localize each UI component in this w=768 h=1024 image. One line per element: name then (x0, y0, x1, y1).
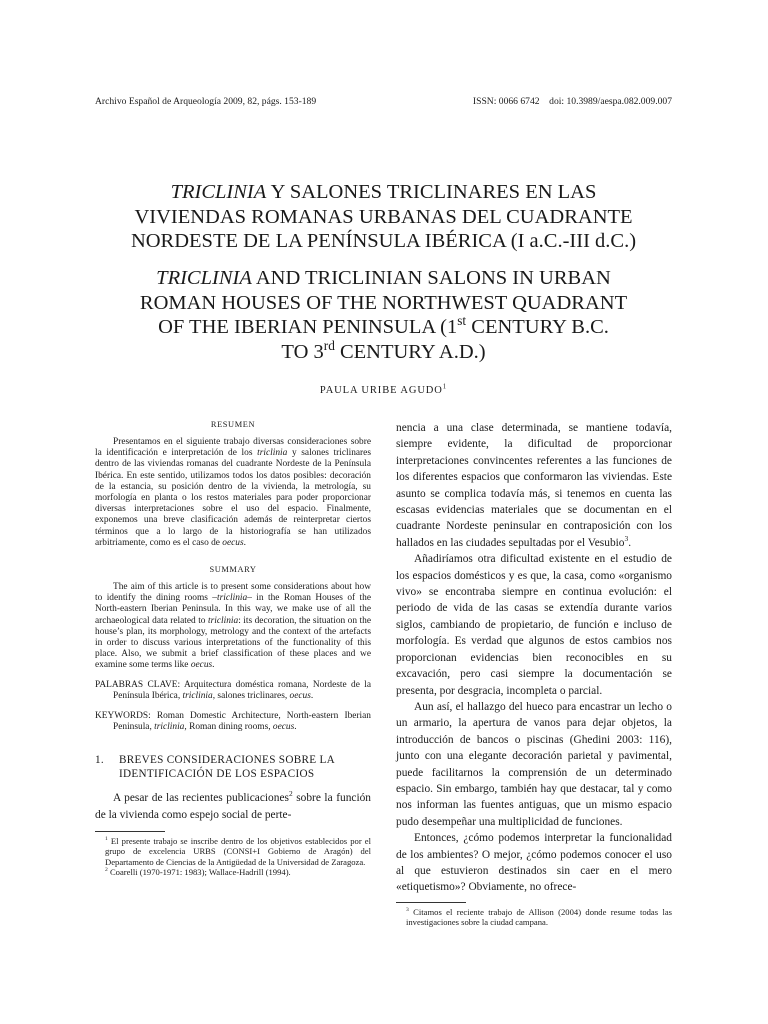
running-header (95, 96, 672, 107)
title-es-italic: TRICLINIA (170, 181, 267, 203)
paragraph-4: Entonces, ¿cómo podemos interpretar la funcionalidad de los ambientes? O mejor, ¿cómo podemos conocer el uso al que estuvieron destinados sin caer en el mero «etiquetismo»? Obviamente, no ofrece- (396, 832, 672, 894)
resumen-heading: RESUMEN (210, 420, 256, 429)
section-1-paragraph: A pesar de las recientes publicaciones$^2$ sobre la función de la vivienda como espejo social de perte- (95, 789, 372, 821)
footnote-2: $^2$ Coarelli (1970-1971: 1983); Wallace-Hadrill (1994). (105, 866, 291, 877)
summary-text: The aim of this article is to present some considerations about how to identify the dining rooms –triclinia– in the Roman Houses of the North-eastern Iberian Peninsula. In this way, we make use of all the archaeological data related to triclinia: its decoration, the situation on the house’s plan, its morphology, metrology and the context of the artefacts in order to discuss various interpretations of the functionality of this place. Also, we submit a brief classification of these places and we examine some terms like oecus. (95, 582, 371, 671)
footnote-1: $^1$ El presente trabajo se inscribe dentro de los objetivos establecidos por el grupo de excelencia URBS (CONSI+I Gobierno de Aragón) del Departamento de Ciencias de la Antigüedad de la Universidad de Zaragoza. (105, 836, 371, 867)
footnote-rule-right (396, 902, 466, 903)
paragraph-3: Aun así, el hallazgo del hueco para encastrar un lecho o un armario, la apertura de vanos para dejar objetos, la introducción de bancos o piscinas (Ghedini 2003: 116), junto con una elegante decoración parietal y pavimental, puede facilitarnos la comprensión de un determinado espacio. Sin embargo, también hay que destacar, tal y como nos informan las fuentes antiguas, que un mismo espacio pudo desempeñar una multiplicidad de funciones. (396, 700, 672, 828)
title-spanish: TRICLINIA Y SALONES TRICLINARES EN LAS VIVIENDAS ROMANAS URBANAS DEL CUADRANTE NORDESTE DE LA PENÍNSULA IBÉRICA (I a.C.-III d.C.) (130, 181, 637, 252)
journal-citation: Archivo Español de Arqueología 2009, 82, págs. 153-189 (95, 96, 317, 107)
section-1-heading: 1. BREVES CONSIDERACIONES SOBRE LA IDENTIFICACIÓN DE LOS ESPACIOS (95, 754, 335, 781)
summary-heading: SUMMARY (209, 565, 257, 575)
resumen-text: Presentamos en el siguiente trabajo diversas consideraciones sobre la identificación e interpretación de los triclinia y salones triclinares dentro de las viviendas romanas del cuadrante Nordeste de la Península Ibérica. En este sentido, utilizamos todos los datos posibles: decoración de la estancia, su posición dentro de la vivienda, la metrología, su morfología en planta o los restos materiales para poder proporcionar diversas interpretaciones sobre el uso del espacio. Finalmente, exponemos una breve clasificación además de reinterpretar ciertos términos que a lo largo de la historiografía se han utilizados arbitriamente, como es el caso de oecus. (95, 437, 371, 548)
footnotes-right (396, 902, 672, 927)
keywords: KEYWORDS: Roman Domestic Architecture, North-eastern Iberian Peninsula, triclinia, Roman dining rooms, oecus. (95, 710, 371, 733)
paragraph-2: Añadiríamos otra dificultad existente en el estudio de los espacios domésticos y es que, la casa, como «organismo vivo» se encontraba siempre en continua evolución: el periodo de vida de las casas se extendía durante varios siglos, cambiando de propietario, de función e incluso de morfología. Es verdad que algunos de estos cambios nos proporcionan evidencias bien reconocibles en su excavación, pero casi siempre la documentación se presenta, por desgracia, incompleta o parcial. (396, 553, 672, 697)
author-footnote-mark: 1 (442, 383, 448, 391)
footnote-rule (95, 831, 165, 832)
footnote-3: $^3$ Citamos el reciente trabajo de Allison (2004) donde resume todas las investigaciones sobre la ciudad campana. (406, 906, 672, 927)
right-column (396, 420, 672, 927)
author-name: PAULA URIBE AGUDO$^1$ (319, 383, 448, 396)
palabras-clave: PALABRAS CLAVE: Arquitectura doméstica romana, Nordeste de la Península Ibérica, triclinia, salones triclinares, oecus. (95, 679, 371, 702)
issn-doi: ISSN: 0066 6742 doi: 10.3989/aespa.082.009.007 (472, 96, 672, 107)
paragraph-continued: nencia a una clase determinada, se mantiene todavía, siempre evidente, la dificultad de proporcionar interpretaciones convincentes referentes a las funciones de los diferentes espacios que conformaron las viviendas. Este asunto se complica todavía más, si tenemos en cuenta las escasas evidencias materiales que se documentan en el cuadrante Nordeste peninsular en contraposición con los hallados en las ciudades sepultadas por el Vesubio$^3$. (396, 422, 672, 549)
title-en-italic: TRICLINIA (156, 267, 252, 289)
title-english: TRICLINIA AND TRICLINIAN SALONS IN URBAN ROMAN HOUSES OF THE NORTHWEST QUADRANT OF THE IBERIAN PENINSULA (1st CENTURY B.C. TO 3rd CENTURY A.D.) (139, 267, 628, 363)
footnotes-left (95, 831, 371, 877)
left-column (95, 420, 371, 877)
